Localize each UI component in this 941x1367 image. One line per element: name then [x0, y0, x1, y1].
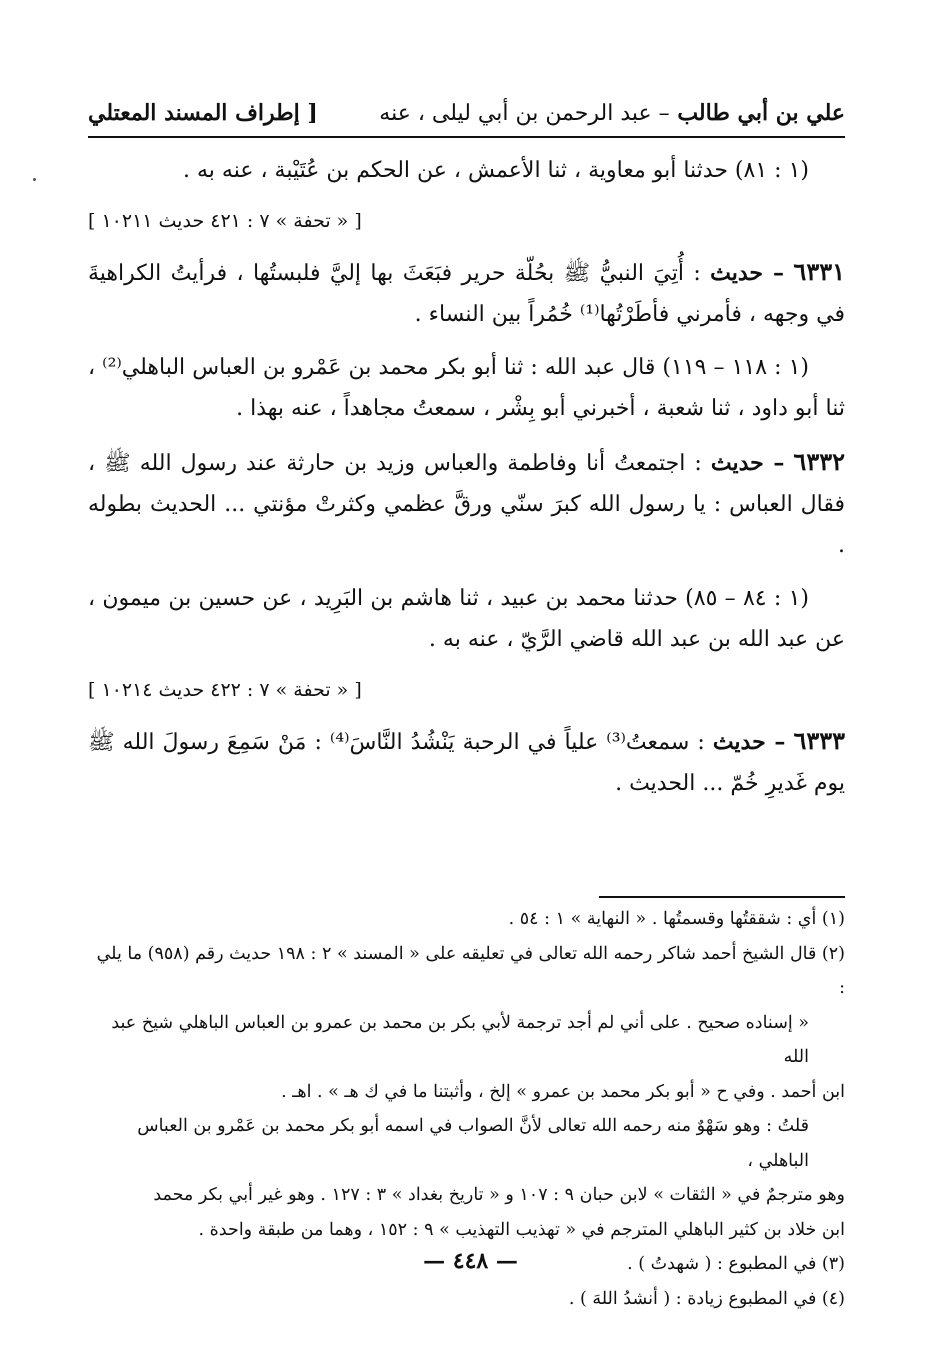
- footnote-divider: [599, 896, 845, 898]
- tuhfa-reference-text: [ « تحفة » ٧ : ٤٢٢ حديث ١٠٢١٤ ]: [88, 679, 362, 701]
- header-chapter-subtitle: – عبد الرحمن بن أبي ليلى ، عنه: [379, 101, 670, 126]
- footnote-2-comment-end: ابن خلاد بن كثير الباهلي المترجم في « تهذيب التهذيب » ٩ : ١٥٢ ، وهما من طبقة واحدة .: [198, 1219, 845, 1240]
- hadith-label: – حديث: [712, 729, 786, 755]
- isnad-paragraph: (١ : ٨٤ – ٨٥) حدثنا محمد بن عبيد ، ثنا هاشم بن البَرِيد ، عن حسين بن ميمون ، عن عبد الله بن عبد الله قاضي الرَّيّ ، عنه به .: [88, 586, 845, 652]
- hadith-6332: [88, 441, 845, 566]
- footnote-2-comment-cont: وهو مترجمٌ في « الثقات » لابن حبان ٩ : ١٠٧ و « تاريخ بغداد » ٣ : ١٢٧ . وهو غير أبي بكر محمد: [153, 1185, 845, 1205]
- hadith-number: ٦٣٣٢: [793, 447, 845, 476]
- footnote-4: (٤) في المطبوع زيادة : ( أنشدُ اللهَ ) .: [568, 1288, 845, 1309]
- header-book-title: [ إطراف المسند المعتلي: [88, 100, 318, 126]
- footnote-2-comment: قلتُ : وهو سَهْوٌ منه رحمه الله تعالى لأنَّ الصواب في اسمه أبو بكر محمد بن عَمْرو بن العباس الباهلي ،: [137, 1116, 809, 1171]
- footnote-1: (١) أي : شققتُها وقسمتُها . « النهاية » ١ : ٥٤ .: [508, 909, 845, 929]
- hadith-text: : اجتمعتُ أنا وفاطمة والعباس وزيد بن حارثة عند رسول الله ﷺ ، فقال العباس : يا رسول الله كبرَ سنّي ورقَّ عظمي وكثرتْ مؤنتي ... الحديث بطوله .: [88, 451, 845, 558]
- hadith-6333: [88, 720, 845, 804]
- footnote-2-quote-cont: ابن أحمد . وفي ح « أبو بكر محمد بن عمرو » إلخ ، وأثبتنا ما في ك هـ » . اهـ .: [281, 1081, 845, 1102]
- tuhfa-reference: [88, 203, 845, 239]
- tuhfa-reference-text: [ « تحفة » ٧ : ٤٢١ حديث ١٠٢١١ ]: [88, 210, 362, 232]
- header-chapter: [379, 100, 845, 126]
- hadith-6331: [88, 251, 845, 335]
- running-header: [88, 96, 845, 130]
- hadith-label: – حديث: [710, 260, 785, 286]
- isnad-paragraph: (١ : ٨١) حدثنا أبو معاوية ، ثنا الأعمش ، عن الحكم بن عُتَيْبة ، عنه به .: [183, 158, 809, 183]
- isnad-paragraph: (١ : ١١٨ – ١١٩) قال عبد الله : ثنا أبو بكر محمد بن عَمْرو بن العباس الباهلي⁽²⁾ ، ثنا أبو داود ، ثنا شعبة ، أخبرني أبو بِشْر ، سمعتُ مجاهداً ، عنه بهذا .: [88, 355, 845, 421]
- footnote-3: (٣) في المطبوع : ( شهدتُ ) .: [627, 1254, 845, 1274]
- hadith-number: ٦٣٣٣: [793, 726, 845, 755]
- header-chapter-title: علي بن أبي طالب: [677, 100, 845, 126]
- footnote-2-quote: « إسناده صحيح . على أني لم أجد ترجمة لأبي بكر بن محمد بن عمرو بن العباس الباهلي شيخ عبد الله: [111, 1012, 809, 1067]
- hadith-text: : سمعتُ⁽³⁾ علياً في الرحبة يَنْشُدُ النَّاسَ⁽⁴⁾ : مَنْ سَمِعَ رسولَ الله ﷺ يوم غَديرِ خُمّ ... الحديث .: [88, 730, 845, 796]
- footnote-2: (٢) قال الشيخ أحمد شاكر رحمه الله تعالى في تعليقه على « المسند » ٢ : ١٩٨ حديث رقم (٩٥٨) ما يلي :: [96, 943, 845, 998]
- hadith-number: ٦٣٣١: [793, 257, 845, 286]
- hadith-text: : أُتِيَ النبيُّ ﷺ بحُلّة حرير فبَعَثَ بها إليَّ فلبستُها ، فرأيتُ الكراهيةَ في وجهه ، فأمرني فأطَرْتُها⁽¹⁾ خُمُراً بين النساء .: [88, 261, 845, 327]
- main-text: [88, 150, 845, 816]
- header-divider: [88, 136, 845, 138]
- hadith-label: – حديث: [710, 450, 785, 476]
- page-number: — ٤٤٨ —: [423, 1248, 518, 1274]
- page-speck: [33, 178, 36, 181]
- tuhfa-reference: [88, 672, 845, 708]
